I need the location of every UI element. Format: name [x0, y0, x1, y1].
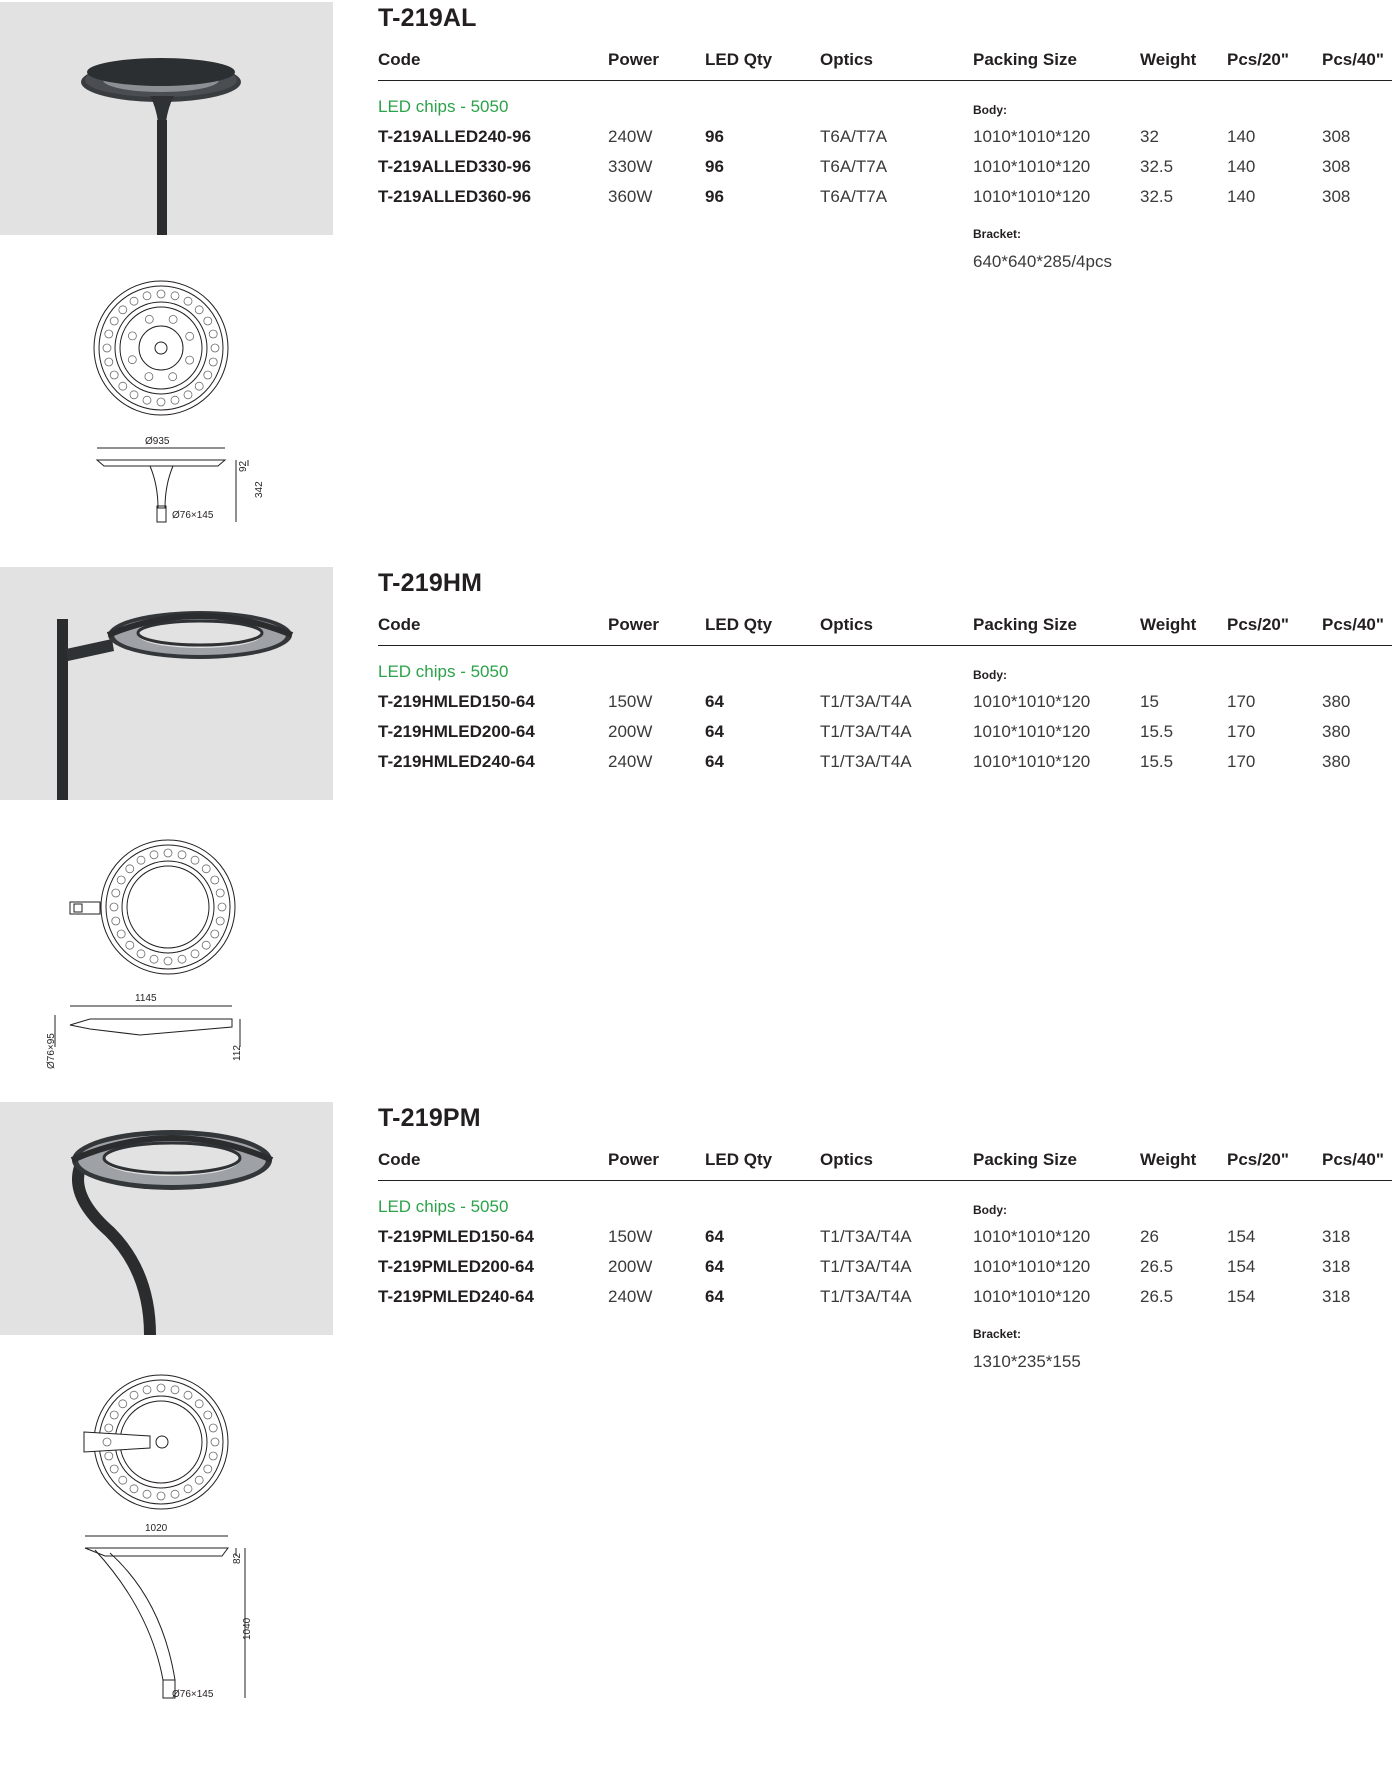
- led-lens-icon: [171, 1490, 179, 1498]
- table-row: [378, 127, 1392, 157]
- col-packing-size: Packing Size: [973, 615, 1077, 634]
- led-lens-icon: [119, 382, 127, 390]
- led-lens-icon: [209, 358, 217, 366]
- led-lens-icon: [191, 950, 199, 958]
- led-lens-icon: [216, 917, 224, 925]
- cell-led-qty: 64: [705, 722, 724, 741]
- led-lens-icon: [143, 396, 151, 404]
- cell-code: T-219HMLED200-64: [378, 722, 535, 741]
- col-pcs20: Pcs/20": [1227, 615, 1289, 634]
- led-lens-icon: [169, 373, 177, 381]
- cell-code: T-219PMLED150-64: [378, 1227, 534, 1246]
- led-lens-icon: [169, 315, 177, 323]
- led-lens-icon: [211, 1438, 219, 1446]
- cell-led-qty: 64: [705, 692, 724, 711]
- led-lens-icon: [110, 1465, 118, 1473]
- dim-spigot: Ø76×95: [46, 1033, 57, 1069]
- cell-code: T-219ALLED330-96: [378, 157, 532, 176]
- col-optics: Optics: [820, 50, 873, 69]
- col-pcs40: Pcs/40": [1322, 1150, 1384, 1169]
- led-lens-icon: [128, 356, 136, 364]
- col-weight: Weight: [1140, 1150, 1197, 1169]
- cell-pcs40: 380: [1322, 752, 1351, 771]
- cell-pcs20: 170: [1227, 722, 1256, 741]
- cell-power: 360W: [608, 187, 653, 206]
- col-optics: Optics: [820, 615, 873, 634]
- cell-power: 240W: [608, 752, 653, 771]
- col-packing-size: Packing Size: [973, 1150, 1077, 1169]
- product-title: T-219HM: [378, 569, 483, 597]
- table-header: [378, 1150, 1392, 1181]
- dim-spigot: Ø76×145: [172, 510, 214, 521]
- led-lens-icon: [204, 371, 212, 379]
- dim-height: 1040: [242, 1617, 253, 1640]
- led-lens-icon: [105, 1452, 113, 1460]
- led-lens-icon: [178, 955, 186, 963]
- led-lens-icon: [145, 315, 153, 323]
- dim-height: 342: [254, 481, 265, 498]
- led-lens-icon: [157, 1492, 165, 1500]
- led-lens-icon: [126, 865, 134, 873]
- cell-power: 150W: [608, 1227, 653, 1246]
- led-lens-icon: [211, 930, 219, 938]
- body-label: Body:: [973, 1203, 1007, 1217]
- product-info-pm: [378, 1100, 1392, 1390]
- cell-pcs20: 154: [1227, 1287, 1256, 1306]
- product-photo-pm: [0, 1102, 333, 1335]
- technical-drawing-hm: [0, 815, 333, 1075]
- led-lens-icon: [130, 1391, 138, 1399]
- dim-diameter: Ø935: [145, 436, 170, 447]
- cell-code: T-219ALLED360-96: [378, 187, 532, 206]
- led-lens-icon: [184, 297, 192, 305]
- product-title: T-219AL: [378, 4, 477, 32]
- led-lens-icon: [157, 1384, 165, 1392]
- cell-pcs20: 140: [1227, 157, 1256, 176]
- table-row: [378, 752, 1392, 782]
- led-lens-icon: [119, 306, 127, 314]
- body-label: Body:: [973, 103, 1007, 117]
- col-power: Power: [608, 615, 660, 634]
- led-lens-icon: [178, 851, 186, 859]
- cell-led-qty: 96: [705, 127, 724, 146]
- led-chips-note: LED chips - 5050: [378, 97, 509, 116]
- cell-weight: 15: [1140, 692, 1159, 711]
- led-lens-icon: [164, 957, 172, 965]
- cell-optics: T6A/T7A: [820, 127, 888, 146]
- cell-pcs40: 318: [1322, 1227, 1351, 1246]
- led-lens-icon: [105, 1424, 113, 1432]
- table-row: [378, 1227, 1392, 1257]
- cell-led-qty: 64: [705, 1257, 724, 1276]
- led-lens-icon: [150, 955, 158, 963]
- led-lens-icon: [218, 903, 226, 911]
- led-lens-icon: [119, 1476, 127, 1484]
- cell-weight: 32.5: [1140, 157, 1174, 176]
- led-lens-icon: [209, 330, 217, 338]
- col-pcs20: Pcs/20": [1227, 50, 1289, 69]
- led-lens-icon: [171, 1386, 179, 1394]
- col-optics: Optics: [820, 1150, 873, 1169]
- led-lens-icon: [126, 941, 134, 949]
- cell-packing-size: 1010*1010*120: [973, 127, 1091, 146]
- cell-pcs20: 140: [1227, 187, 1256, 206]
- led-lens-icon: [103, 344, 111, 352]
- cell-weight: 15.5: [1140, 722, 1174, 741]
- led-lens-icon: [186, 356, 194, 364]
- led-lens-icon: [171, 396, 179, 404]
- cell-power: 240W: [608, 1287, 653, 1306]
- led-lens-icon: [171, 292, 179, 300]
- col-led-qty: LED Qty: [705, 50, 773, 69]
- body-label: Body:: [973, 668, 1007, 682]
- cell-power: 330W: [608, 157, 653, 176]
- led-lens-icon: [195, 1476, 203, 1484]
- led-chips-note: LED chips - 5050: [378, 1197, 509, 1216]
- cell-pcs20: 154: [1227, 1227, 1256, 1246]
- col-led-qty: LED Qty: [705, 1150, 773, 1169]
- cell-code: T-219PMLED200-64: [378, 1257, 534, 1276]
- cell-pcs40: 318: [1322, 1257, 1351, 1276]
- table-row: [378, 157, 1392, 187]
- product-photo-al: [0, 2, 333, 235]
- led-lens-icon: [143, 1386, 151, 1394]
- col-power: Power: [608, 1150, 660, 1169]
- led-lens-icon: [186, 332, 194, 340]
- cell-pcs20: 154: [1227, 1257, 1256, 1276]
- table-row: [378, 1257, 1392, 1287]
- led-lens-icon: [143, 1490, 151, 1498]
- cell-pcs40: 308: [1322, 157, 1351, 176]
- col-weight: Weight: [1140, 50, 1197, 69]
- cell-led-qty: 96: [705, 157, 724, 176]
- led-lens-icon: [110, 371, 118, 379]
- led-lens-icon: [202, 941, 210, 949]
- led-lens-icon: [119, 1400, 127, 1408]
- cell-optics: T1/T3A/T4A: [820, 1257, 912, 1276]
- cell-optics: T1/T3A/T4A: [820, 1287, 912, 1306]
- led-lens-icon: [130, 391, 138, 399]
- cell-pcs40: 318: [1322, 1287, 1351, 1306]
- cell-led-qty: 64: [705, 1287, 724, 1306]
- led-lens-icon: [117, 930, 125, 938]
- cell-optics: T6A/T7A: [820, 157, 888, 176]
- led-lens-icon: [157, 398, 165, 406]
- led-lens-icon: [209, 1452, 217, 1460]
- table-header: [378, 50, 1392, 81]
- col-packing-size: Packing Size: [973, 50, 1077, 69]
- cell-power: 240W: [608, 127, 653, 146]
- led-lens-icon: [157, 290, 165, 298]
- cell-weight: 26: [1140, 1227, 1159, 1246]
- led-lens-icon: [137, 950, 145, 958]
- dim-length: 1145: [135, 993, 157, 1004]
- led-lens-icon: [128, 332, 136, 340]
- col-code: Code: [378, 1150, 421, 1169]
- technical-drawing-pm: [0, 1350, 333, 1775]
- cell-packing-size: 1010*1010*120: [973, 187, 1091, 206]
- led-lens-icon: [110, 1411, 118, 1419]
- led-lens-icon: [143, 292, 151, 300]
- cell-code: T-219PMLED240-64: [378, 1287, 534, 1306]
- cell-code: T-219ALLED240-96: [378, 127, 532, 146]
- cell-packing-size: 1010*1010*120: [973, 1227, 1091, 1246]
- col-code: Code: [378, 615, 421, 634]
- led-lens-icon: [112, 917, 120, 925]
- bracket-label: Bracket:: [973, 1327, 1022, 1341]
- cell-power: 200W: [608, 722, 653, 741]
- product-section-pm: [0, 1100, 1400, 1775]
- cell-led-qty: 64: [705, 752, 724, 771]
- bracket-value: 640*640*285/4pcs: [973, 252, 1112, 271]
- led-lens-icon: [211, 876, 219, 884]
- cell-packing-size: 1010*1010*120: [973, 692, 1091, 711]
- cell-weight: 15.5: [1140, 752, 1174, 771]
- cell-packing-size: 1010*1010*120: [973, 752, 1091, 771]
- bracket-value: 1310*235*155: [973, 1352, 1081, 1371]
- dim-head-height: 92: [238, 460, 249, 472]
- led-lens-icon: [145, 373, 153, 381]
- led-lens-icon: [184, 1391, 192, 1399]
- table-header: [378, 615, 1392, 646]
- dim-length: 1020: [145, 1523, 168, 1534]
- cell-power: 200W: [608, 1257, 653, 1276]
- led-lens-icon: [164, 849, 172, 857]
- product-section-hm: [0, 565, 1400, 1075]
- col-power: Power: [608, 50, 660, 69]
- cell-packing-size: 1010*1010*120: [973, 157, 1091, 176]
- bracket-label: Bracket:: [973, 227, 1022, 241]
- cell-pcs40: 308: [1322, 187, 1351, 206]
- table-row: [378, 692, 1392, 722]
- led-lens-icon: [204, 1411, 212, 1419]
- led-lens-icon: [195, 306, 203, 314]
- led-lens-icon: [117, 876, 125, 884]
- col-code: Code: [378, 50, 421, 69]
- table-row: [378, 187, 1392, 217]
- led-lens-icon: [195, 382, 203, 390]
- cell-optics: T1/T3A/T4A: [820, 1227, 912, 1246]
- cell-packing-size: 1010*1010*120: [973, 1257, 1091, 1276]
- cell-optics: T1/T3A/T4A: [820, 722, 912, 741]
- led-lens-icon: [110, 903, 118, 911]
- cell-weight: 26.5: [1140, 1257, 1174, 1276]
- cell-optics: T1/T3A/T4A: [820, 692, 912, 711]
- led-lens-icon: [137, 856, 145, 864]
- cell-led-qty: 64: [705, 1227, 724, 1246]
- col-pcs20: Pcs/20": [1227, 1150, 1289, 1169]
- table-row: [378, 722, 1392, 752]
- cell-pcs20: 170: [1227, 692, 1256, 711]
- cell-optics: T1/T3A/T4A: [820, 752, 912, 771]
- led-lens-icon: [209, 1424, 217, 1432]
- led-lens-icon: [204, 317, 212, 325]
- cell-led-qty: 96: [705, 187, 724, 206]
- dim-head-height: 82: [232, 1552, 243, 1564]
- cell-pcs40: 380: [1322, 722, 1351, 741]
- product-info-hm: [378, 565, 1392, 785]
- col-pcs40: Pcs/40": [1322, 50, 1384, 69]
- col-led-qty: LED Qty: [705, 615, 773, 634]
- led-lens-icon: [150, 851, 158, 859]
- led-lens-icon: [130, 1485, 138, 1493]
- cell-pcs20: 140: [1227, 127, 1256, 146]
- cell-weight: 26.5: [1140, 1287, 1174, 1306]
- col-weight: Weight: [1140, 615, 1197, 634]
- product-title: T-219PM: [378, 1104, 481, 1132]
- cell-code: T-219HMLED150-64: [378, 692, 535, 711]
- led-chips-note: LED chips - 5050: [378, 662, 509, 681]
- cell-packing-size: 1010*1010*120: [973, 722, 1091, 741]
- led-lens-icon: [211, 344, 219, 352]
- led-lens-icon: [195, 1400, 203, 1408]
- cell-packing-size: 1010*1010*120: [973, 1287, 1091, 1306]
- cell-pcs40: 308: [1322, 127, 1351, 146]
- led-lens-icon: [184, 391, 192, 399]
- product-photo-hm: [0, 567, 333, 800]
- led-lens-icon: [204, 1465, 212, 1473]
- led-lens-icon: [110, 317, 118, 325]
- cell-weight: 32: [1140, 127, 1159, 146]
- table-row: [378, 1287, 1392, 1317]
- led-lens-icon: [105, 330, 113, 338]
- product-section-al: [0, 0, 1400, 540]
- led-lens-icon: [202, 865, 210, 873]
- col-pcs40: Pcs/40": [1322, 615, 1384, 634]
- led-lens-icon: [105, 358, 113, 366]
- cell-code: T-219HMLED240-64: [378, 752, 535, 771]
- dim-height: 112: [232, 1045, 243, 1061]
- cell-weight: 32.5: [1140, 187, 1174, 206]
- product-info-al: [378, 0, 1392, 290]
- cell-power: 150W: [608, 692, 653, 711]
- cell-optics: T6A/T7A: [820, 187, 888, 206]
- led-lens-icon: [112, 889, 120, 897]
- led-lens-icon: [191, 856, 199, 864]
- led-lens-icon: [216, 889, 224, 897]
- technical-drawing-al: [0, 250, 333, 540]
- cell-pcs20: 170: [1227, 752, 1256, 771]
- cell-pcs40: 380: [1322, 692, 1351, 711]
- led-lens-icon: [130, 297, 138, 305]
- dim-spigot: Ø76×145: [172, 1689, 214, 1700]
- led-lens-icon: [184, 1485, 192, 1493]
